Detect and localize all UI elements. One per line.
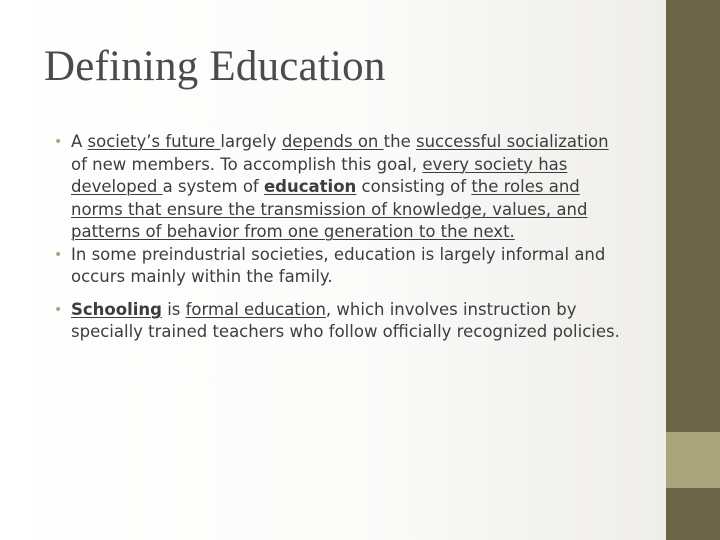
bullet-icon: • (54, 301, 63, 318)
text-run: successful socialization (415, 132, 609, 151)
text-run: depends on (281, 132, 384, 151)
bullet-icon: • (54, 246, 63, 263)
bullet-item (52, 244, 622, 289)
bullet-text (71, 132, 609, 241)
text-run: the roles and norms that ensure the transmission of knowledge, values, and patterns of behavior from one generation to the next. (71, 177, 588, 241)
text-run: In some preindustrial societies, education is largely informal and occurs mainly within the family. (71, 244, 606, 286)
text-run: , which involves instruction by specially trained teachers who follow officially recognized policies. (71, 299, 620, 341)
sidebar-accent-block (666, 432, 720, 488)
bullet-text (71, 245, 605, 287)
text-run: formal education (185, 299, 326, 319)
text-run: A (71, 132, 88, 151)
text-run: every society has developed (71, 154, 568, 196)
text-run: the (383, 132, 416, 151)
text-run: of new members. To accomplish this goal, (71, 154, 423, 174)
text-run: consisting of (356, 177, 472, 196)
keyword-education: education (263, 177, 357, 196)
bullet-list (52, 131, 622, 344)
keyword-schooling: Schooling (71, 299, 162, 319)
bullet-item (52, 299, 622, 344)
text-run: largely (220, 132, 282, 151)
bullet-text (71, 300, 620, 342)
bullet-icon: • (54, 134, 63, 150)
text-run: society’s future (87, 132, 221, 151)
text-run: a system of (162, 177, 264, 196)
bullet-item (52, 131, 622, 244)
text-run: is (161, 299, 186, 319)
slide-title: Defining Education (44, 43, 386, 90)
